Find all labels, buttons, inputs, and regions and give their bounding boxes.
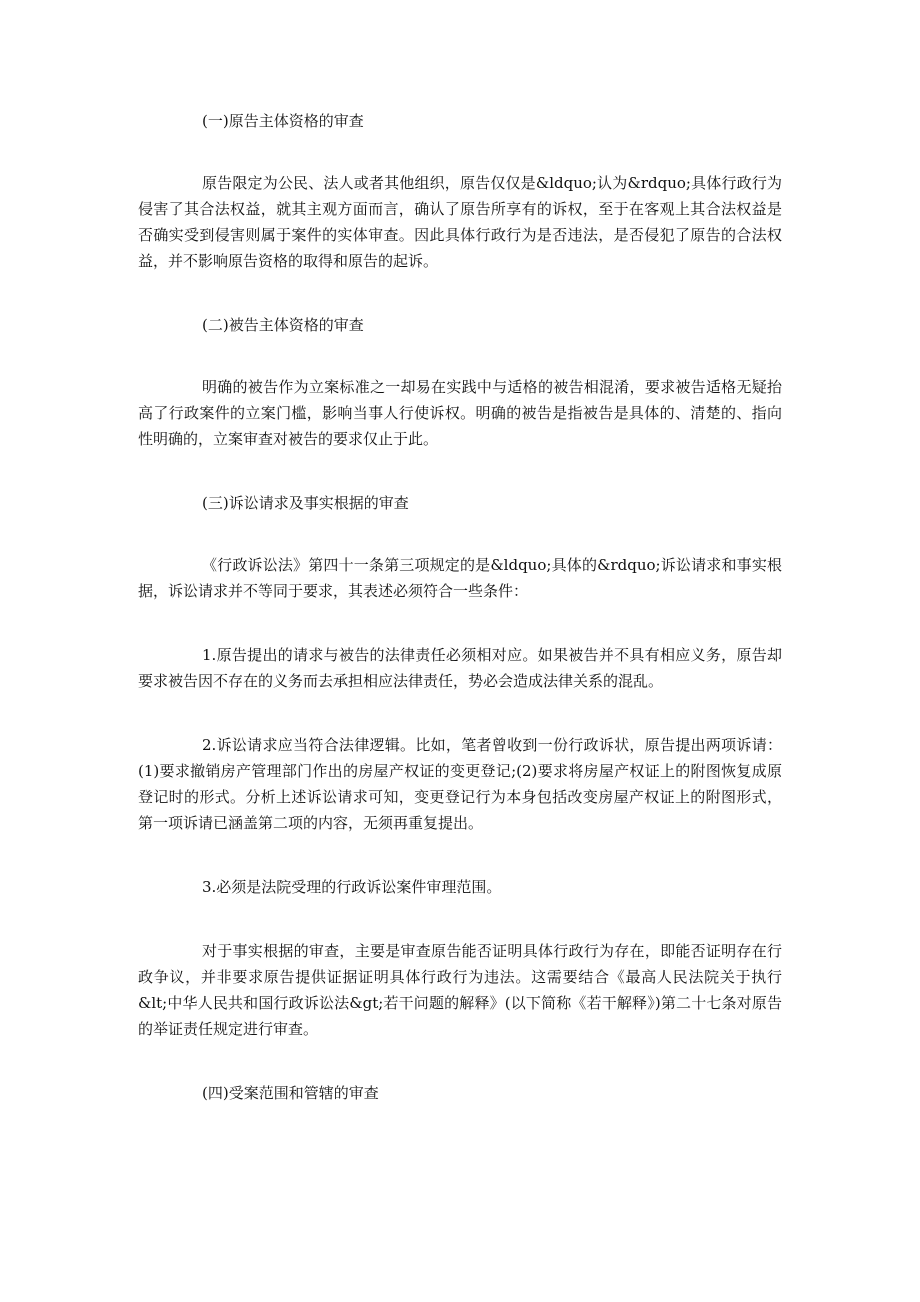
section-3-paragraph-3: 2.诉讼请求应当符合法律逻辑。比如，笔者曾收到一份行政诉状，原告提出两项诉请：(1)要求撤销房产管理部门作出的房屋产权证的变更登记;(2)要求将房屋产权证上的附图恢复成原登记时的形式。分析上述诉讼请求可知，变更登记行为本身包括改变房屋产权证上的附图形式，第一项诉请已涵盖第二项的内容，无须再重复提出。 bbox=[138, 736, 782, 832]
section-2-paragraph-1: 明确的被告作为立案标准之一却易在实践中与适格的被告相混淆，要求被告适格无疑抬高了行政案件的立案门槛，影响当事人行使诉权。明确的被告是指被告是具体的、清楚的、指向性明确的，立案审查对被告的要求仅止于此。 bbox=[138, 378, 782, 448]
section-3-paragraph-2: 1.原告提出的请求与被告的法律责任必须相对应。如果被告并不具有相应义务，原告却要求被告因不存在的义务而去承担相应法律责任，势必会造成法律关系的混乱。 bbox=[138, 646, 782, 690]
section-heading-2: (二)被告主体资格的审查 bbox=[202, 316, 364, 334]
section-3-paragraph-1: 《行政诉讼法》第四十一条第三项规定的是&ldquo;具体的&rdquo;诉讼请求和事实根据，诉讼请求并不等同于要求，其表述必须符合一些条件： bbox=[138, 556, 782, 600]
document-body bbox=[138, 108, 782, 1106]
section-3-paragraph-5: 对于事实根据的审查，主要是审查原告能否证明具体行政行为存在，即能否证明存在行政争议，并非要求原告提供证据证明具体行政行为违法。这需要结合《最高人民法院关于执行&lt;中华人民共和国行政诉讼法&gt;若干问题的解释》(以下简称《若干解释》)第二十七条对原告的举证责任规定进行审查。 bbox=[138, 942, 782, 1038]
section-1-paragraph-1: 原告限定为公民、法人或者其他组织，原告仅仅是&ldquo;认为&rdquo;具体行政行为侵害了其合法权益，就其主观方面而言，确认了原告所享有的诉权，至于在客观上其合法权益是否确实受到侵害则属于案件的实体审查。因此具体行政行为是否违法，是否侵犯了原告的合法权益，并不影响原告资格的取得和原告的起诉。 bbox=[138, 174, 782, 270]
section-3-paragraph-4: 3.必须是法院受理的行政诉讼案件审理范围。 bbox=[202, 878, 502, 896]
section-heading-4: (四)受案范围和管辖的审查 bbox=[202, 1084, 379, 1102]
section-heading-3: (三)诉讼请求及事实根据的审查 bbox=[202, 494, 409, 512]
section-heading-1: (一)原告主体资格的审查 bbox=[202, 112, 364, 130]
